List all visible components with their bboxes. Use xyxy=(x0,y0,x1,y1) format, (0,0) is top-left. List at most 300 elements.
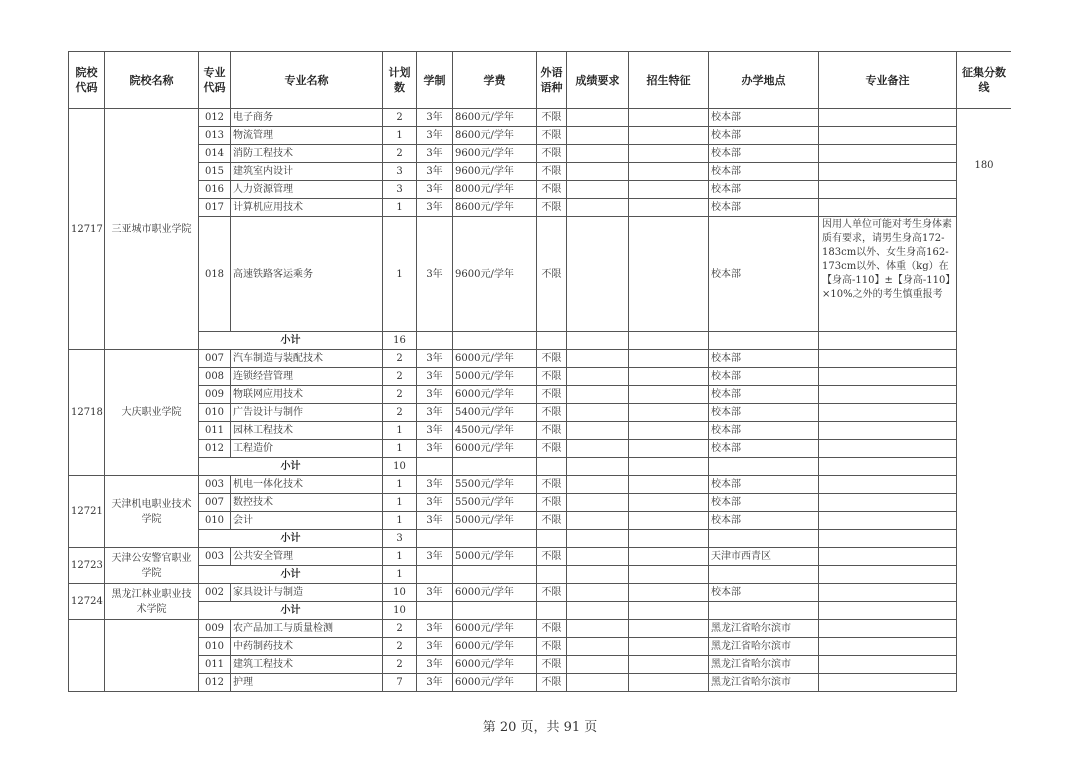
duration: 3年 xyxy=(417,674,453,692)
major-code: 011 xyxy=(199,422,231,440)
major-name: 物联网应用技术 xyxy=(231,386,383,404)
school-code: 12723 xyxy=(69,548,105,584)
major-name: 消防工程技术 xyxy=(231,145,383,163)
empty-cell xyxy=(417,530,453,548)
foreign-lang: 不限 xyxy=(537,368,567,386)
table-row xyxy=(69,656,1012,674)
major-name: 中药制药技术 xyxy=(231,638,383,656)
major-note xyxy=(819,145,957,163)
header-plan-count: 计划数 xyxy=(383,52,417,109)
plan-count: 2 xyxy=(383,620,417,638)
tuition: 6000元/学年 xyxy=(453,620,537,638)
empty-cell xyxy=(453,602,537,620)
tuition: 6000元/学年 xyxy=(453,440,537,458)
plan-count: 2 xyxy=(383,656,417,674)
table-row xyxy=(69,494,1012,512)
major-note xyxy=(819,350,957,368)
major-name: 连锁经营管理 xyxy=(231,368,383,386)
major-note xyxy=(819,674,957,692)
tuition: 6000元/学年 xyxy=(453,656,537,674)
score-req xyxy=(567,181,629,199)
major-code: 017 xyxy=(199,199,231,217)
duration: 3年 xyxy=(417,217,453,332)
school-name: 大庆职业学院 xyxy=(105,350,199,476)
location: 校本部 xyxy=(709,163,819,181)
foreign-lang: 不限 xyxy=(537,494,567,512)
major-name: 物流管理 xyxy=(231,127,383,145)
empty-cell xyxy=(453,566,537,584)
table-row xyxy=(69,163,1012,181)
empty-cell xyxy=(629,458,709,476)
foreign-lang: 不限 xyxy=(537,584,567,602)
duration: 3年 xyxy=(417,548,453,566)
major-note xyxy=(819,620,957,638)
location: 校本部 xyxy=(709,584,819,602)
enroll-feature xyxy=(629,163,709,181)
foreign-lang: 不限 xyxy=(537,199,567,217)
major-note xyxy=(819,440,957,458)
major-name: 机电一体化技术 xyxy=(231,476,383,494)
plan-count: 1 xyxy=(383,127,417,145)
major-note xyxy=(819,512,957,530)
empty-cell xyxy=(417,602,453,620)
major-name: 会计 xyxy=(231,512,383,530)
tuition: 5400元/学年 xyxy=(453,404,537,422)
major-code: 014 xyxy=(199,145,231,163)
empty-cell xyxy=(537,566,567,584)
major-note xyxy=(819,368,957,386)
major-note xyxy=(819,476,957,494)
duration: 3年 xyxy=(417,476,453,494)
header-major-code: 专业代码 xyxy=(199,52,231,109)
major-code: 018 xyxy=(199,217,231,332)
major-name: 建筑工程技术 xyxy=(231,656,383,674)
major-code: 011 xyxy=(199,656,231,674)
location: 校本部 xyxy=(709,422,819,440)
subtotal-label: 小计 xyxy=(199,566,383,584)
location: 校本部 xyxy=(709,350,819,368)
foreign-lang: 不限 xyxy=(537,127,567,145)
empty-cell xyxy=(567,602,629,620)
enroll-feature xyxy=(629,350,709,368)
table-row xyxy=(69,422,1012,440)
subtotal-row xyxy=(69,602,1012,620)
tuition: 8600元/学年 xyxy=(453,109,537,127)
location: 校本部 xyxy=(709,127,819,145)
plan-count: 1 xyxy=(383,512,417,530)
table-row xyxy=(69,109,1012,127)
enroll-feature xyxy=(629,199,709,217)
tuition: 4500元/学年 xyxy=(453,422,537,440)
empty-cell xyxy=(567,530,629,548)
subtotal-label: 小计 xyxy=(199,530,383,548)
major-name: 人力资源管理 xyxy=(231,181,383,199)
plan-count: 1 xyxy=(383,217,417,332)
location: 校本部 xyxy=(709,109,819,127)
location: 黑龙江省哈尔滨市 xyxy=(709,638,819,656)
major-name: 农产品加工与质量检测 xyxy=(231,620,383,638)
foreign-lang: 不限 xyxy=(537,638,567,656)
table-row xyxy=(69,512,1012,530)
major-name: 护理 xyxy=(231,674,383,692)
empty-cell xyxy=(819,530,957,548)
duration: 3年 xyxy=(417,404,453,422)
major-name: 高速铁路客运乘务 xyxy=(231,217,383,332)
empty-cell xyxy=(709,566,819,584)
plan-count: 2 xyxy=(383,638,417,656)
major-note xyxy=(819,163,957,181)
table-row xyxy=(69,620,1012,638)
duration: 3年 xyxy=(417,199,453,217)
subtotal-row xyxy=(69,458,1012,476)
enroll-feature xyxy=(629,674,709,692)
score-req xyxy=(567,422,629,440)
empty-cell xyxy=(537,458,567,476)
duration: 3年 xyxy=(417,584,453,602)
major-note xyxy=(819,199,957,217)
enroll-feature xyxy=(629,440,709,458)
foreign-lang: 不限 xyxy=(537,217,567,332)
table-row xyxy=(69,181,1012,199)
major-code: 007 xyxy=(199,494,231,512)
major-name: 电子商务 xyxy=(231,109,383,127)
enroll-feature xyxy=(629,145,709,163)
foreign-lang: 不限 xyxy=(537,109,567,127)
empty-cell xyxy=(709,458,819,476)
foreign-lang: 不限 xyxy=(537,181,567,199)
plan-count: 2 xyxy=(383,368,417,386)
plan-count: 2 xyxy=(383,109,417,127)
location: 校本部 xyxy=(709,386,819,404)
empty-cell xyxy=(629,530,709,548)
table-row xyxy=(69,440,1012,458)
school-code: 12718 xyxy=(69,350,105,476)
duration: 3年 xyxy=(417,638,453,656)
tuition: 6000元/学年 xyxy=(453,584,537,602)
location: 黑龙江省哈尔滨市 xyxy=(709,656,819,674)
score-req xyxy=(567,109,629,127)
duration: 3年 xyxy=(417,386,453,404)
subtotal-value: 1 xyxy=(383,566,417,584)
table-row xyxy=(69,145,1012,163)
enroll-feature xyxy=(629,476,709,494)
duration: 3年 xyxy=(417,127,453,145)
subtotal-value: 10 xyxy=(383,458,417,476)
location: 校本部 xyxy=(709,404,819,422)
duration: 3年 xyxy=(417,181,453,199)
enroll-feature xyxy=(629,217,709,332)
major-name: 工程造价 xyxy=(231,440,383,458)
subtotal-label: 小计 xyxy=(199,602,383,620)
tuition: 8000元/学年 xyxy=(453,181,537,199)
score-req xyxy=(567,476,629,494)
tuition: 5000元/学年 xyxy=(453,512,537,530)
table-row xyxy=(69,368,1012,386)
major-code: 010 xyxy=(199,512,231,530)
header-duration: 学制 xyxy=(417,52,453,109)
major-name: 广告设计与制作 xyxy=(231,404,383,422)
table-row xyxy=(69,217,1012,332)
major-code: 012 xyxy=(199,674,231,692)
foreign-lang: 不限 xyxy=(537,145,567,163)
score-req xyxy=(567,404,629,422)
header-school-name: 院校名称 xyxy=(105,52,199,109)
major-note: 因用人单位可能对考生身体素质有要求，请男生身高172-183cm以外、女生身高162-173cm以外、体重（kg）在【身高-110】±【身高-110】×10%之外的考生慎重报考 xyxy=(819,217,957,332)
empty-cell xyxy=(453,332,537,350)
table-row xyxy=(69,548,1012,566)
major-note xyxy=(819,584,957,602)
tuition: 5500元/学年 xyxy=(453,476,537,494)
school-code: 12717 xyxy=(69,109,105,350)
subtotal-value: 3 xyxy=(383,530,417,548)
enroll-feature xyxy=(629,109,709,127)
foreign-lang: 不限 xyxy=(537,386,567,404)
major-code: 012 xyxy=(199,109,231,127)
tuition: 9600元/学年 xyxy=(453,163,537,181)
duration: 3年 xyxy=(417,422,453,440)
plan-count: 2 xyxy=(383,404,417,422)
empty-cell xyxy=(453,458,537,476)
score-req xyxy=(567,620,629,638)
major-note xyxy=(819,656,957,674)
location: 黑龙江省哈尔滨市 xyxy=(709,620,819,638)
foreign-lang: 不限 xyxy=(537,350,567,368)
major-note xyxy=(819,638,957,656)
major-note xyxy=(819,422,957,440)
duration: 3年 xyxy=(417,494,453,512)
score-req xyxy=(567,512,629,530)
location: 校本部 xyxy=(709,368,819,386)
duration: 3年 xyxy=(417,440,453,458)
score-req xyxy=(567,386,629,404)
major-name: 数控技术 xyxy=(231,494,383,512)
duration: 3年 xyxy=(417,620,453,638)
score-req xyxy=(567,145,629,163)
school-name: 三亚城市职业学院 xyxy=(105,109,199,350)
location: 校本部 xyxy=(709,476,819,494)
enroll-feature xyxy=(629,404,709,422)
enroll-feature xyxy=(629,494,709,512)
score-req xyxy=(567,217,629,332)
school-code: 12724 xyxy=(69,584,105,620)
duration: 3年 xyxy=(417,145,453,163)
location: 校本部 xyxy=(709,512,819,530)
duration: 3年 xyxy=(417,163,453,181)
empty-cell xyxy=(709,602,819,620)
empty-cell xyxy=(417,458,453,476)
score-req xyxy=(567,656,629,674)
enroll-feature xyxy=(629,181,709,199)
major-code: 013 xyxy=(199,127,231,145)
major-code: 012 xyxy=(199,440,231,458)
table-row xyxy=(69,199,1012,217)
score-req xyxy=(567,494,629,512)
empty-cell xyxy=(537,530,567,548)
score-req xyxy=(567,638,629,656)
major-code: 003 xyxy=(199,548,231,566)
empty-cell xyxy=(709,332,819,350)
enroll-feature xyxy=(629,620,709,638)
enroll-feature xyxy=(629,512,709,530)
score-req xyxy=(567,368,629,386)
tuition: 6000元/学年 xyxy=(453,638,537,656)
major-name: 建筑室内设计 xyxy=(231,163,383,181)
enroll-feature xyxy=(629,638,709,656)
duration: 3年 xyxy=(417,350,453,368)
table-row xyxy=(69,674,1012,692)
major-code: 010 xyxy=(199,638,231,656)
header-major-name: 专业名称 xyxy=(231,52,383,109)
page-number: 第 20 页，共 91 页 xyxy=(482,720,598,735)
major-code: 008 xyxy=(199,368,231,386)
table-row xyxy=(69,638,1012,656)
plan-count: 2 xyxy=(383,350,417,368)
cutoff-score: 180 xyxy=(957,109,1012,692)
empty-cell xyxy=(567,332,629,350)
empty-cell xyxy=(537,602,567,620)
major-name: 公共安全管理 xyxy=(231,548,383,566)
major-note xyxy=(819,127,957,145)
score-req xyxy=(567,440,629,458)
tuition: 5500元/学年 xyxy=(453,494,537,512)
foreign-lang: 不限 xyxy=(537,422,567,440)
school-name: 天津公安警官职业学院 xyxy=(105,548,199,584)
duration: 3年 xyxy=(417,656,453,674)
location: 校本部 xyxy=(709,494,819,512)
header-row xyxy=(69,52,1012,109)
enrollment-table xyxy=(68,51,1011,692)
plan-count: 1 xyxy=(383,422,417,440)
major-code: 016 xyxy=(199,181,231,199)
document-page xyxy=(68,51,1011,705)
foreign-lang: 不限 xyxy=(537,440,567,458)
table-row xyxy=(69,476,1012,494)
subtotal-row xyxy=(69,332,1012,350)
header-major-note: 专业备注 xyxy=(819,52,957,109)
subtotal-value: 16 xyxy=(383,332,417,350)
score-req xyxy=(567,199,629,217)
foreign-lang: 不限 xyxy=(537,620,567,638)
foreign-lang: 不限 xyxy=(537,548,567,566)
enroll-feature xyxy=(629,368,709,386)
score-req xyxy=(567,127,629,145)
school-name xyxy=(105,620,199,692)
empty-cell xyxy=(629,332,709,350)
table-row xyxy=(69,386,1012,404)
empty-cell xyxy=(819,332,957,350)
major-code: 002 xyxy=(199,584,231,602)
enroll-feature xyxy=(629,584,709,602)
table-row xyxy=(69,127,1012,145)
tuition: 8600元/学年 xyxy=(453,199,537,217)
location: 校本部 xyxy=(709,145,819,163)
enroll-feature xyxy=(629,656,709,674)
empty-cell xyxy=(567,566,629,584)
major-note xyxy=(819,494,957,512)
table-row xyxy=(69,350,1012,368)
major-name: 汽车制造与装配技术 xyxy=(231,350,383,368)
table-row xyxy=(69,584,1012,602)
plan-count: 3 xyxy=(383,181,417,199)
header-cutoff: 征集分数线 xyxy=(957,52,1012,109)
plan-count: 2 xyxy=(383,145,417,163)
score-req xyxy=(567,350,629,368)
plan-count: 3 xyxy=(383,163,417,181)
enroll-feature xyxy=(629,422,709,440)
enroll-feature xyxy=(629,127,709,145)
score-req xyxy=(567,674,629,692)
empty-cell xyxy=(567,458,629,476)
plan-count: 10 xyxy=(383,584,417,602)
foreign-lang: 不限 xyxy=(537,163,567,181)
header-foreign-lang: 外语语种 xyxy=(537,52,567,109)
major-note xyxy=(819,404,957,422)
plan-count: 1 xyxy=(383,548,417,566)
foreign-lang: 不限 xyxy=(537,674,567,692)
major-note xyxy=(819,548,957,566)
plan-count: 1 xyxy=(383,476,417,494)
empty-cell xyxy=(417,566,453,584)
tuition: 8600元/学年 xyxy=(453,127,537,145)
location: 黑龙江省哈尔滨市 xyxy=(709,674,819,692)
empty-cell xyxy=(629,602,709,620)
location: 校本部 xyxy=(709,199,819,217)
enroll-feature xyxy=(629,386,709,404)
empty-cell xyxy=(819,458,957,476)
major-note xyxy=(819,181,957,199)
major-code: 003 xyxy=(199,476,231,494)
subtotal-label: 小计 xyxy=(199,458,383,476)
school-code: 12721 xyxy=(69,476,105,548)
score-req xyxy=(567,548,629,566)
major-name: 家具设计与制造 xyxy=(231,584,383,602)
school-name: 天津机电职业技术学院 xyxy=(105,476,199,548)
tuition: 5000元/学年 xyxy=(453,368,537,386)
school-code xyxy=(69,620,105,692)
subtotal-value: 10 xyxy=(383,602,417,620)
foreign-lang: 不限 xyxy=(537,512,567,530)
foreign-lang: 不限 xyxy=(537,476,567,494)
header-location: 办学地点 xyxy=(709,52,819,109)
duration: 3年 xyxy=(417,368,453,386)
major-note xyxy=(819,386,957,404)
tuition: 6000元/学年 xyxy=(453,386,537,404)
empty-cell xyxy=(709,530,819,548)
subtotal-label: 小计 xyxy=(199,332,383,350)
subtotal-row xyxy=(69,530,1012,548)
location: 校本部 xyxy=(709,181,819,199)
major-name: 计算机应用技术 xyxy=(231,199,383,217)
table-row xyxy=(69,404,1012,422)
subtotal-row xyxy=(69,566,1012,584)
major-code: 015 xyxy=(199,163,231,181)
major-code: 010 xyxy=(199,404,231,422)
empty-cell xyxy=(819,602,957,620)
major-note xyxy=(819,109,957,127)
header-enroll-feature: 招生特征 xyxy=(629,52,709,109)
plan-count: 1 xyxy=(383,440,417,458)
tuition: 5000元/学年 xyxy=(453,548,537,566)
header-tuition: 学费 xyxy=(453,52,537,109)
score-req xyxy=(567,584,629,602)
plan-count: 1 xyxy=(383,199,417,217)
empty-cell xyxy=(819,566,957,584)
major-code: 009 xyxy=(199,620,231,638)
location: 天津市西青区 xyxy=(709,548,819,566)
tuition: 6000元/学年 xyxy=(453,674,537,692)
plan-count: 1 xyxy=(383,494,417,512)
enroll-feature xyxy=(629,548,709,566)
